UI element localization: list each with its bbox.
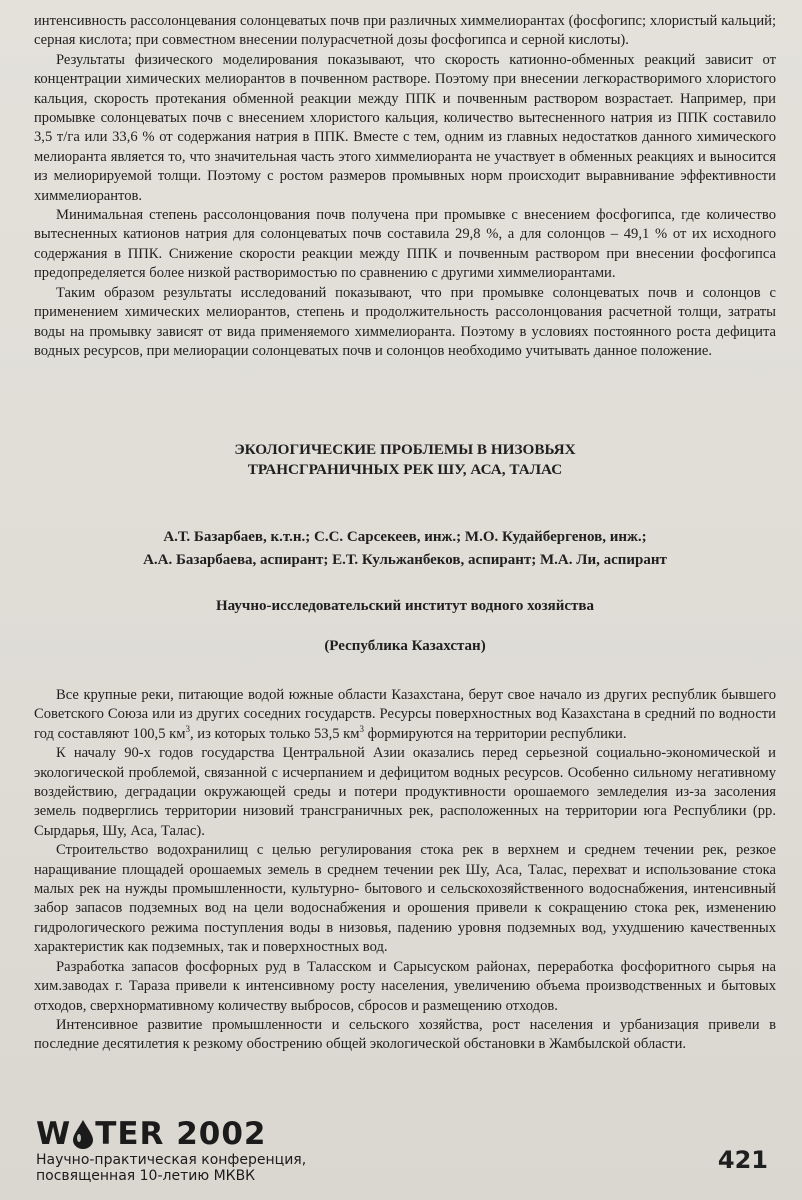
- logo-text: W: [36, 1116, 72, 1152]
- text-fragment: , из которых только 53,5 км: [189, 725, 360, 742]
- superscript: 3: [359, 723, 365, 734]
- paragraph: [34, 686, 776, 744]
- country-name: (Республика Казахстан): [324, 638, 486, 654]
- page-footer: [36, 1118, 776, 1188]
- paragraph: К началу 90-х годов государства Центральной Азии оказались перед серьезной социально-экономической и экологической проблемой, связанной с исчерпанием и дефицитом водных ресурсов. Особенно сильному негативному воздействию, деградации окружающей среды и потери продуктивности орошаемого земледелия из-за засоления земель подверглись территории низовий трансграничных рек, расположенных на территории юга Республики (рр. Сырдарья, Шу, Аса, Талас).: [34, 745, 776, 839]
- logo-text: TER 2002: [95, 1116, 267, 1152]
- paragraph: Минимальная степень рассолонцования почв получена при промывке с внесением фосфогипса, где количество вытесненных катионов натрия для солонцеватых почв составила 29,8 %, а для солонцов – 49,1 % от их исходного содержания в ППК. Снижение скорости реакции между ППК и почвенным раствором при внесении фосфогипса предопределяется более низкой растворимостью по сравнению с другими химмелиорантами.: [34, 207, 776, 282]
- conference-line: Научно-практическая конференция,: [36, 1152, 307, 1168]
- article-title-line: ЭКОЛОГИЧЕСКИЕ ПРОБЛЕМЫ В НИЗОВЬЯХ: [234, 441, 576, 458]
- water-drop-icon: [72, 1119, 94, 1149]
- page-number: 421: [717, 1146, 768, 1174]
- previous-article-ending: [34, 12, 776, 361]
- paragraph: Таким образом результаты исследований показывают, что при промывке солонцеватых почв и солонцов с применением химических мелиорантов, степень и продолжительность рассолонцования расчетной толщи, затраты воды на промывку зависят от вида применяемого химмелиоранта. Поэтому в условиях постоянного роста дефицита водных ресурсов, при мелиорации солонцеватых почв и солонцов необходимо учитывать данное положение.: [34, 284, 776, 359]
- authors-line: А.А. Базарбаева, аспирант; Е.Т. Кульжанбеков, аспирант; М.А. Ли, аспирант: [143, 552, 667, 568]
- paragraph: Интенсивное развитие промышленности и сельского хозяйства, рост населения и урбанизация привели в последние десятилетия к резкому обострению общей экологической обстановки в Жамбылской области.: [34, 1016, 776, 1053]
- paragraph: интенсивность рассолонцевания солонцеватых почв при различных химмелиорантах (фосфогипс; хлористый кальций; серная кислота; при совместном внесении полурасчетной дозы фосфогипса и серной кислоты).: [34, 13, 776, 49]
- article-body: [34, 686, 776, 1055]
- paragraph: Строительство водохранилищ с целью регулирования стока рек в верхнем и среднем течении рек, резкое наращивание площадей орошаемых земель в среднем течении рек Шу, Аса, Талас, перехват и использование стока малых рек на нужды промышленности, культурно- бытового и сельскохозяйственного водоснабжения, интенсивный забор запасов подземных вод на цели водоснабжения и орошения привели к сокращению стока рек, изменению гидрологического режима поступления воды в низовья, падению уровня подземных вод, ухудшению качественных характеристик как подземных, так и поверхностных вод.: [34, 842, 776, 956]
- text-fragment: формируются на территории республики.: [364, 725, 627, 742]
- conference-line: посвященная 10-летию МКВК: [36, 1168, 256, 1184]
- article-authors: [34, 526, 776, 572]
- institute-name: Научно-исследовательский институт водного хозяйства: [215, 598, 595, 614]
- paragraph: Разработка запасов фосфорных руд в Таласском и Сарысуском районах, переработка фосфоритного сырья на хим.заводах г. Тараза привели к интенсивному росту населения, увеличению объема производственных и бытовых отходов, сверхнормативному количеству выбросов, сбросов и размещению отходов.: [34, 958, 776, 1014]
- paragraph: Результаты физического моделирования показывают, что скорость катионно-обменных реакций зависит от концентрации химических мелиорантов в почвенном растворе. Поэтому при внесении легкорастворимого хлористого кальция, скорость протекания обменной реакции между ППК и почвенным раствором возрастает. Например, при промывке солонцеватых почв с внесением хлористого кальция, количество вытесненного натрия из ППК составило 3,5 т/га или 33,6 % от содержания натрия в ППК. Вместе с тем, одним из главных недостатков данного химического мелиоранта является то, что значительная часть этого химмелиоранта не участвует в обменных реакциях и выносится из мелиорируемой толщи. Поэтому с ростом размеров промывных норм происходит выравнивание эффективности химмелиорантов.: [34, 51, 776, 204]
- water-2002-logo: [36, 1118, 776, 1150]
- article-title-line: ТРАНСГРАНИЧНЫХ РЕК ШУ, АСА, ТАЛАС: [247, 461, 563, 478]
- superscript: 3: [185, 723, 190, 734]
- text-fragment: Все крупные реки, питающие водой южные области Казахстана, берут свое начало из других республик бывшего Советского Союза или из других соседних государств. Ресурсы поверхностных вод Казахстана в средний по водности год составляют 100,5 км: [34, 687, 776, 742]
- article-title: [34, 440, 776, 480]
- authors-line: А.Т. Базарбаев, к.т.н.; С.С. Сарсекеев, инж.; М.О. Кудайбергенов, инж.;: [163, 529, 647, 545]
- conference-caption: [36, 1152, 776, 1184]
